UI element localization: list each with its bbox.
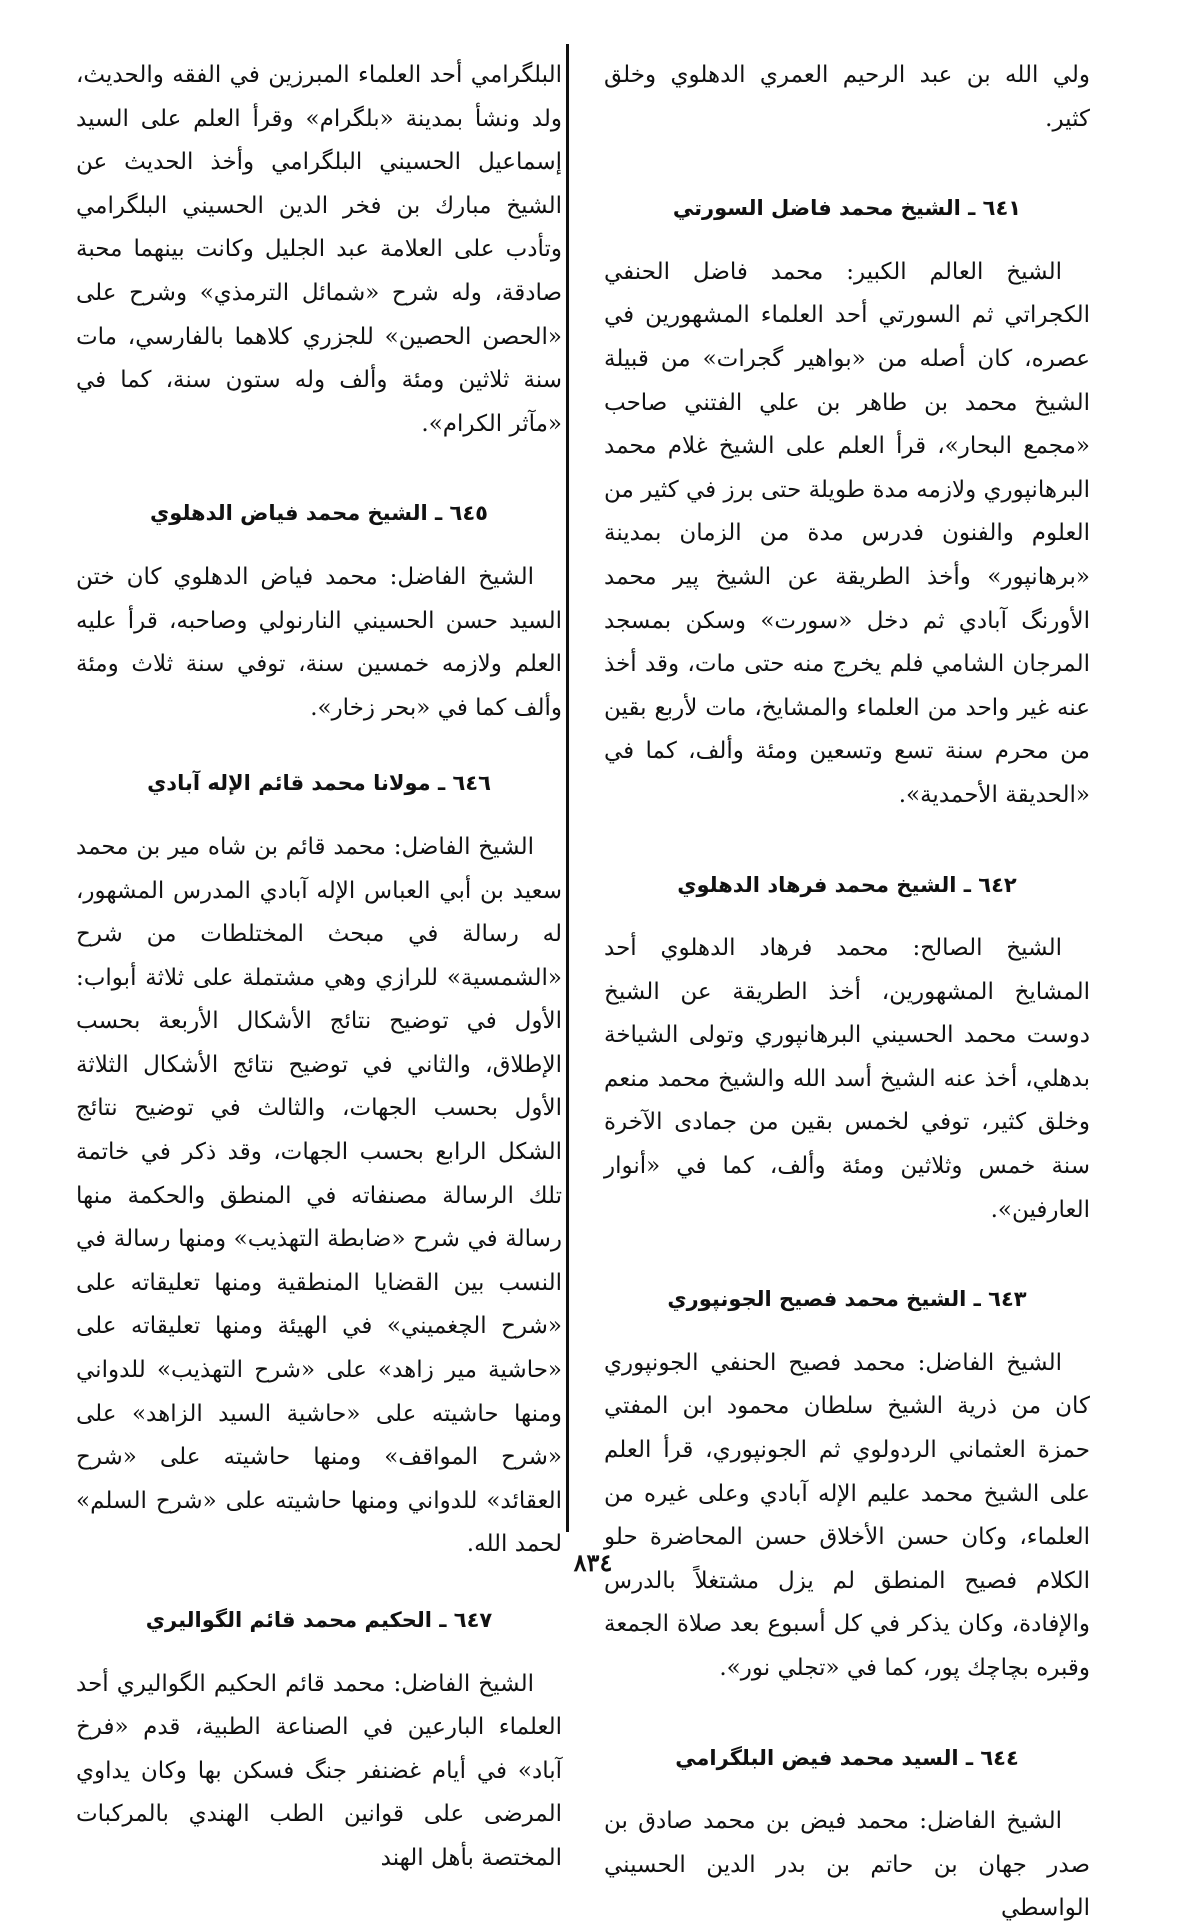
right-column xyxy=(604,54,1090,1931)
entry-title-647: ٦٤٧ ـ الحكيم محمد قائم الگواليري xyxy=(145,1608,493,1632)
left-column-intro: البلگرامي أحد العلماء المبرزين في الفقه والحديث، ولد ونشأ بمدينة «بلگرام» وقرأ العلم على السيد إسماعيل الحسيني البلگرامي وأخذ الحديث عن الشيخ مبارك بن فخر الدين الحسيني البلگرامي وتأدب على العلامة عبد الجليل وكانت بينهما محبة صادقة، وله شرح «شمائل الترمذي» وشرح على «الحصن الحصين» للجزري كلاهما بالفارسي، مات سنة ثلاثين ومئة وألف وله ستون سنة، كما في «مآثر الكرام». xyxy=(76,62,562,437)
entry-text-647: الشيخ الفاضل: محمد قائم الحكيم الگواليري أحد العلماء البارعين في الصناعة الطبية، قدم «فرخ آباد» في أيام غضنفر جنگ فسكن بها وكان يداوي المرضى على قوانين الطب الهندي بالمركبات المختصة بأهل الهند xyxy=(76,1670,562,1871)
entry-title-641: ٦٤١ ـ الشيخ محمد فاضل السورتي xyxy=(672,196,1022,221)
entry-text-644: الشيخ الفاضل: محمد فيض بن محمد صادق بن صدر جهان بن حاتم بن بدر الدين الحسيني الواسطي xyxy=(604,1808,1090,1922)
entry-title-645: ٦٤٥ ـ الشيخ محمد فياض الدهلوي xyxy=(150,501,488,526)
entry-title-643: ٦٤٣ ـ الشيخ محمد فصيح الجونپوري xyxy=(667,1287,1027,1312)
entry-text-642: الشيخ الصالح: محمد فرهاد الدهلوي أحد المشايخ المشهورين، أخذ الطريقة عن الشيخ دوست محمد الحسيني البرهانپوري وتولى الشياخة بدهلي، أخذ عنه الشيخ أسد الله والشيخ محمد منعم وخلق كثير، توفي لخمس بقين من جمادى الآخرة سنة خمس وثلاثين ومئة وألف، كما في «أنوار العارفين». xyxy=(604,935,1090,1223)
entry-text-645: الشيخ الفاضل: محمد فياض الدهلوي كان ختن السيد حسن الحسيني النارنولي وصاحبه، قرأ عليه العلم ولازمه خمسين سنة، توفي سنة ثلاث ومئة وألف كما في «بحر زخار». xyxy=(76,563,562,721)
left-column xyxy=(76,54,562,1881)
right-column-intro: ولي الله بن عبد الرحيم العمري الدهلوي وخلق كثير. xyxy=(604,62,1090,132)
entry-title-644: ٦٤٤ ـ السيد محمد فيض البلگرامي xyxy=(675,1745,1019,1770)
entry-title-642: ٦٤٢ ـ الشيخ محمد فرهاد الدهلوي xyxy=(677,872,1017,897)
entry-title-646: ٦٤٦ ـ مولانا محمد قائم الإله آبادي xyxy=(147,771,491,796)
page-number: ٨٣٤ xyxy=(573,1548,613,1577)
entry-text-646: الشيخ الفاضل: محمد قائم بن شاه مير بن محمد سعيد بن أبي العباس الإله آبادي المدرس المشهور، له رسالة في مبحث المختلطات من شرح «الشمسية» للرازي وهي مشتملة على ثلاثة أبواب: الأول في توضيح نتائج الأشكال الأربعة بحسب الإطلاق، والثاني في توضيح نتائج الأشكال الثلاثة الأول بحسب الجهات، والثالث في توضيح نتائج الشكل الرابع بحسب الجهات، وقد ذكر في خاتمة تلك الرسالة مصنفاته في المنطق والحكمة منها رسالة في شرح «ضابطة التهذيب» ومنها رسالة في النسب بين القضايا المنطقية ومنها تعليقاته على «شرح الچغميني» في الهيئة ومنها تعليقاته على «حاشية مير زاهد» على «شرح التهذيب» للدواني ومنها حاشيته على «حاشية السيد الزاهد» على «شرح المواقف» ومنها حاشيته على «شرح العقائد» للدواني ومنها حاشيته على «شرح السلم» لحمد الله. xyxy=(76,833,562,1558)
column-divider xyxy=(566,44,569,1532)
entry-text-643: الشيخ الفاضل: محمد فصيح الحنفي الجونپوري كان من ذرية الشيخ سلطان محمود ابن المفتي حمزة العثماني الردولوي ثم الجونپوري، قرأ العلم على الشيخ محمد عليم الإله آبادي وعلى غيره من العلماء، وكان حسن الأخلاق حسن المحاضرة حلو الكلام فصيح المنطق لم يزل مشتغلاً بالدرس والإفادة، وكان يذكر في كل أسبوع بعد صلاة الجمعة وقبره بچاچك پور، كما في «تجلي نور». xyxy=(604,1349,1090,1681)
entry-text-641: الشيخ العالم الكبير: محمد فاضل الحنفي الكجراتي ثم السورتي أحد العلماء المشهورين في عصره، كان أصله من «بواهير گجرات» من قبيلة الشيخ محمد بن طاهر بن علي الفتني صاحب «مجمع البحار»، قرأ العلم على الشيخ غلام محمد البرهانپوري ولازمه مدة طويلة حتى برز في كثير من العلوم والفنون فدرس مدة من الزمان بمدينة «برهانپور» وأخذ الطريقة عن الشيخ پير محمد الأورنگ آبادي ثم دخل «سورت» وسكن بمسجد المرجان الشامي فلم يخرج منه حتى مات، وقد أخذ عنه غير واحد من العلماء والمشايخ، مات لأربع بقين من محرم سنة تسع وتسعين ومئة وألف، كما في «الحديقة الأحمدية». xyxy=(604,258,1090,808)
